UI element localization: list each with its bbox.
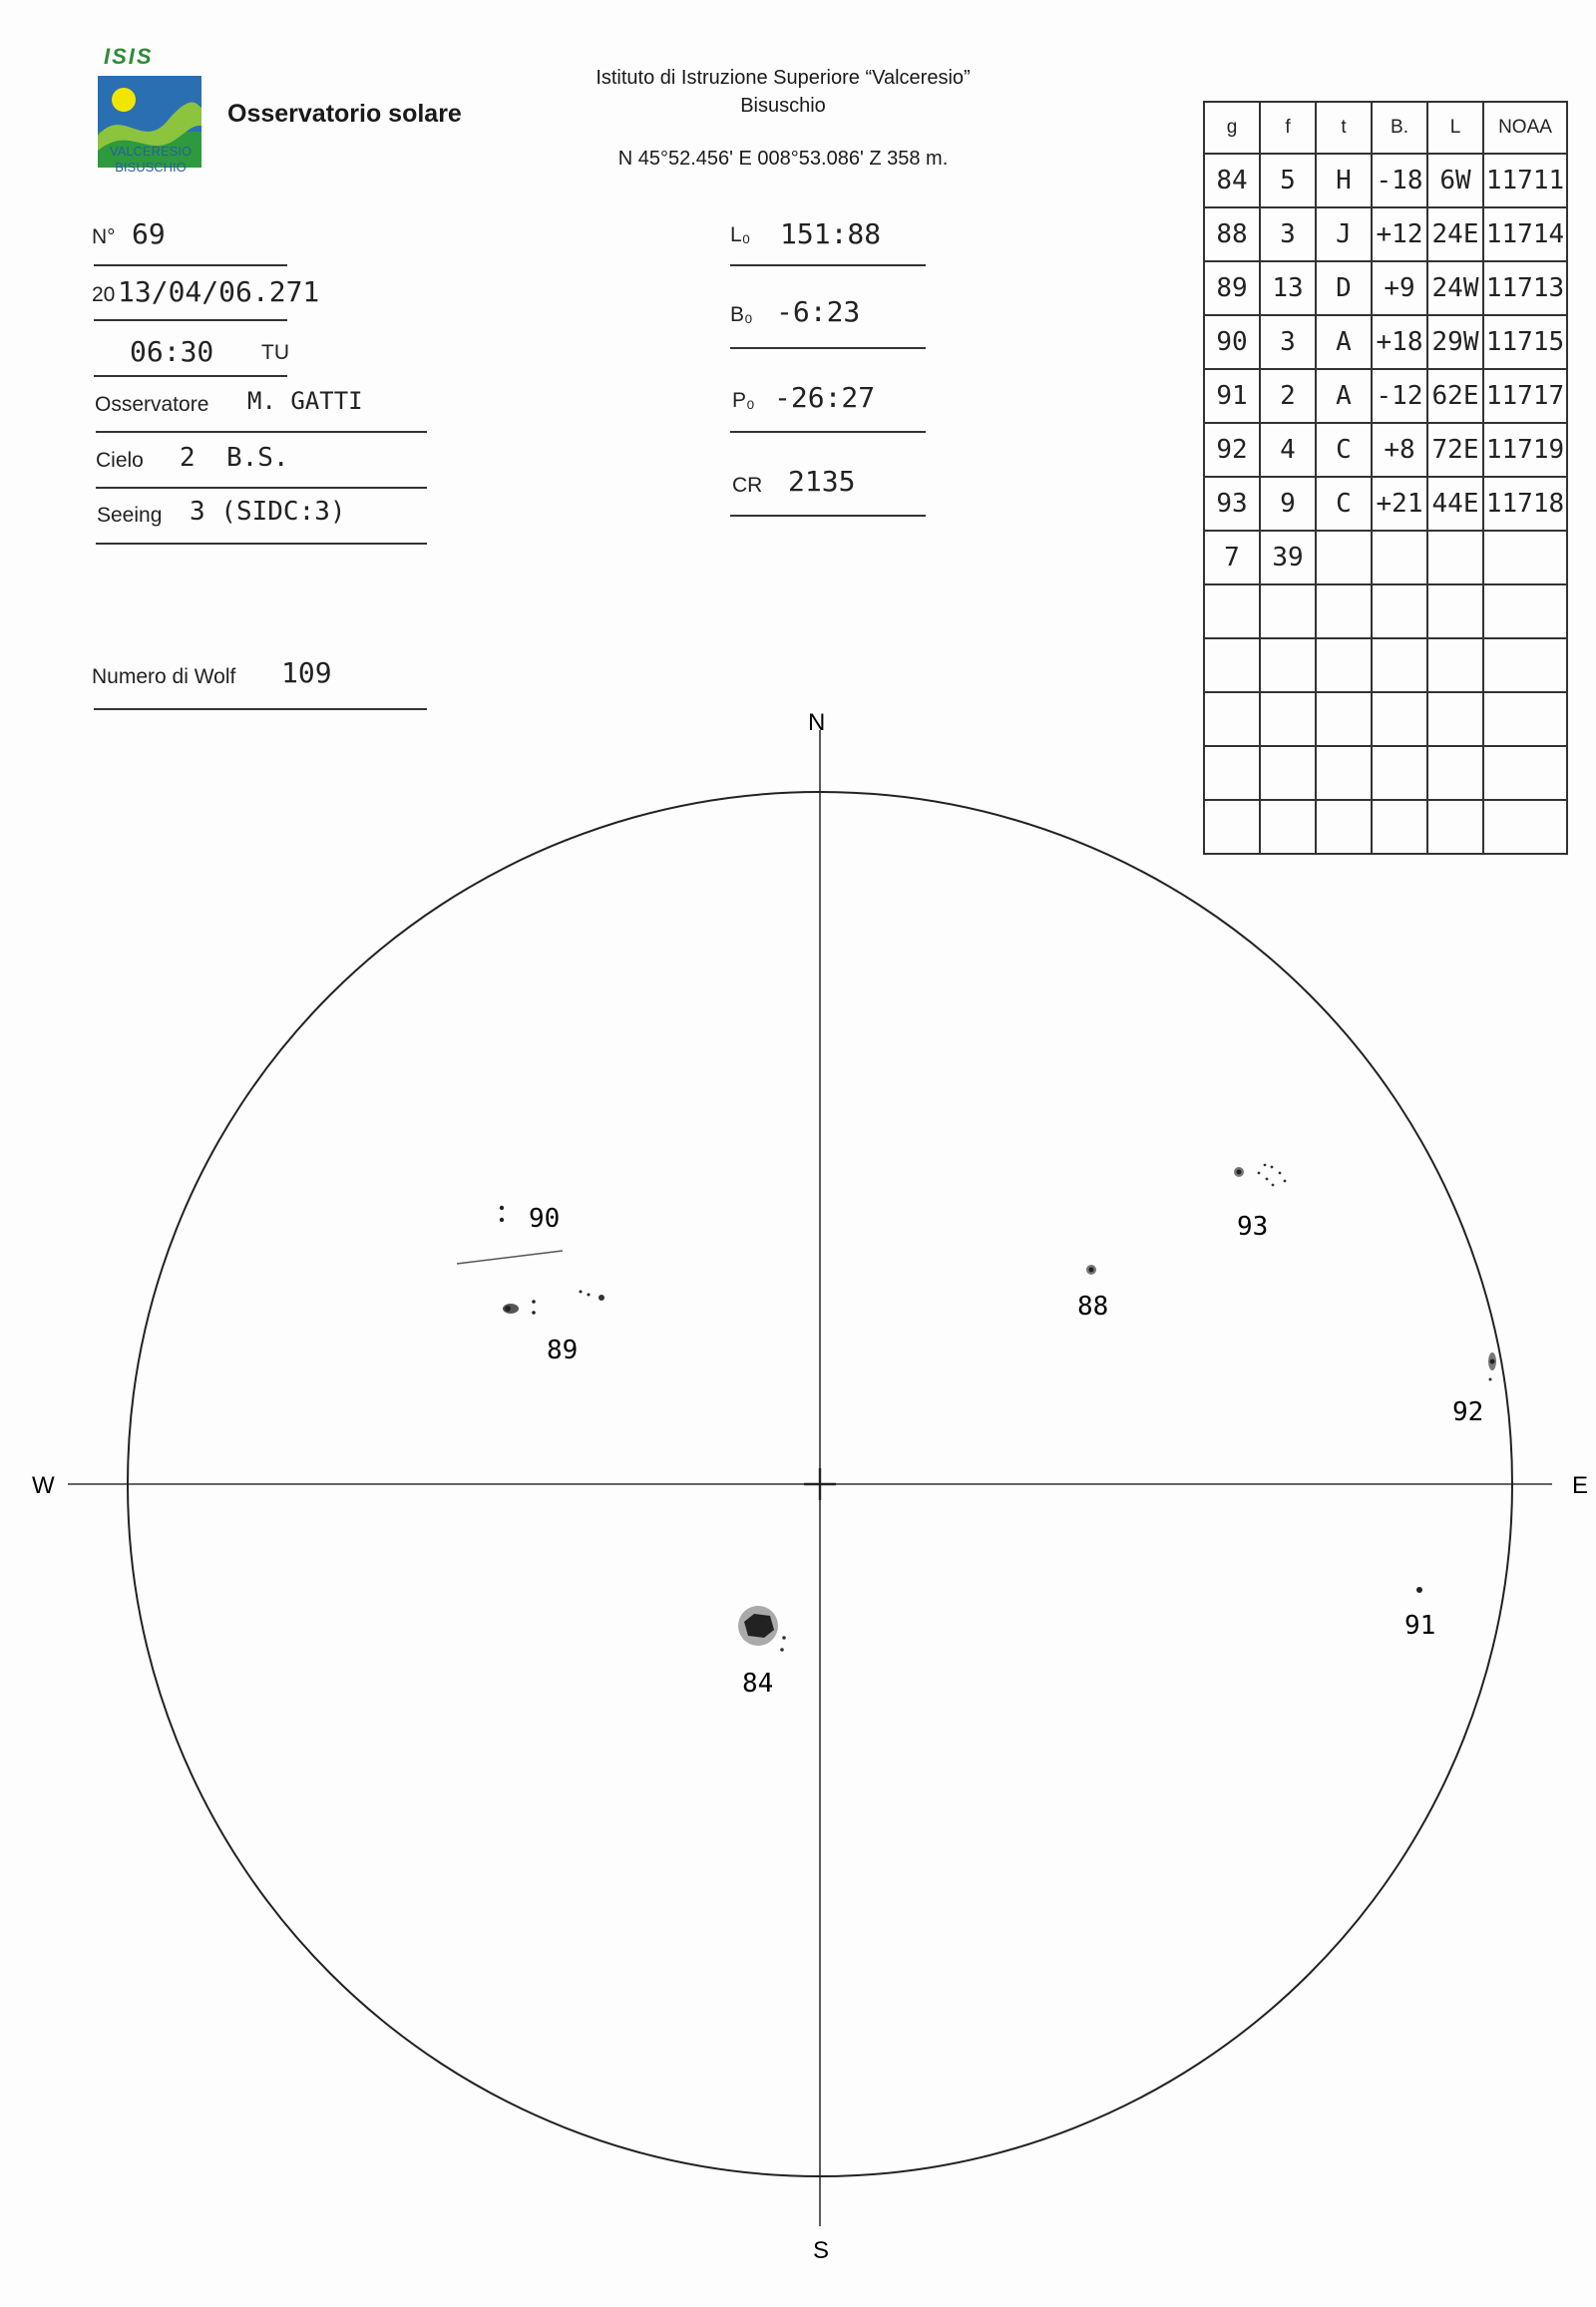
p0-label: P₀ (732, 389, 755, 412)
table-cell: 72E (1427, 423, 1483, 477)
logo-line-1: VALCERESIO (109, 144, 193, 159)
g84-spot (780, 1648, 784, 1652)
g93-spot (1266, 1178, 1269, 1181)
table-cell: A (1316, 369, 1372, 423)
table-cell: C (1316, 477, 1372, 531)
table-cell: +21 (1372, 477, 1427, 531)
table-cell: D (1316, 261, 1372, 315)
table-cell: 89 (1204, 261, 1260, 315)
table-cell: 24W (1427, 261, 1483, 315)
number-label: N° (92, 225, 116, 248)
south-label: S (813, 2237, 830, 2264)
table-cell: 11718 (1483, 477, 1567, 531)
time-unit: TU (261, 341, 289, 364)
header-f: f (1260, 102, 1316, 154)
table-cell: 90 (1204, 315, 1260, 369)
g84-spot (782, 1636, 786, 1640)
g93-spot (1237, 1170, 1242, 1175)
l0-label: L₀ (730, 223, 751, 246)
g93-spot (1279, 1172, 1282, 1175)
g90-separator-line (457, 1251, 563, 1264)
table-cell: +8 (1372, 423, 1427, 477)
east-label: E (1572, 1472, 1589, 1499)
g89-spot (532, 1311, 536, 1315)
g93-label: 93 (1237, 1212, 1269, 1242)
table-cell: 11711 (1483, 154, 1567, 207)
g90-spot (500, 1218, 504, 1222)
number-value: 69 (132, 217, 166, 250)
table-cell: 11715 (1483, 315, 1567, 369)
table-cell: 2 (1260, 369, 1316, 423)
logo-line-2: BISUSCHIO (115, 160, 187, 175)
table-cell: 5 (1260, 154, 1316, 207)
g92-spot (1490, 1359, 1495, 1364)
table-cell: H (1316, 154, 1372, 207)
table-cell: 11717 (1483, 369, 1567, 423)
table-cell: 3 (1260, 207, 1316, 261)
table-cell: 13 (1260, 261, 1316, 315)
sky-value: 2 B.S. (180, 443, 289, 473)
north-label: N (808, 709, 826, 736)
table-cell: A (1316, 315, 1372, 369)
table-cell: +18 (1372, 315, 1427, 369)
g90-label: 90 (529, 1204, 561, 1234)
table-cell: +12 (1372, 207, 1427, 261)
observer-value: M. GATTI (247, 387, 363, 415)
g92-spot (1489, 1378, 1492, 1381)
table-cell: -18 (1372, 154, 1427, 207)
table-cell: 11713 (1483, 261, 1567, 315)
g84-label: 84 (742, 1669, 774, 1699)
table-cell: 11714 (1483, 207, 1567, 261)
g89-spot (598, 1295, 604, 1301)
g93-spot (1264, 1164, 1267, 1167)
date-prefix: 20 (92, 283, 116, 306)
g90-spot (500, 1206, 504, 1210)
table-cell: 92 (1204, 423, 1260, 477)
table-cell: 29W (1427, 315, 1483, 369)
date-value: 13/04/06.271 (118, 275, 320, 308)
g92-label: 92 (1452, 1397, 1484, 1427)
table-cell: 9 (1260, 477, 1316, 531)
g88-spot (1089, 1268, 1094, 1273)
table-cell: 62E (1427, 369, 1483, 423)
time-value: 06:30 (130, 335, 214, 368)
b0-value: -6:23 (776, 295, 861, 328)
cr-label: CR (732, 474, 763, 497)
logo-text: ISIS (104, 44, 154, 69)
observer-label: Osservatore (95, 393, 209, 416)
table-cell: 84 (1204, 154, 1260, 207)
g89-spot (505, 1306, 511, 1312)
cr-value: 2135 (788, 465, 856, 498)
g93-spot (1258, 1172, 1261, 1175)
seeing-value: 3 (SIDC:3) (190, 497, 346, 527)
table-cell: 24E (1427, 207, 1483, 261)
table-cell: 39 (1260, 531, 1316, 584)
table-cell: 88 (1204, 207, 1260, 261)
g88-label: 88 (1077, 1292, 1109, 1322)
table-cell: C (1316, 423, 1372, 477)
header-l: L (1427, 102, 1483, 154)
table-cell: 7 (1204, 531, 1260, 584)
wolf-number-label: Numero di Wolf (92, 665, 236, 688)
table-cell: +9 (1372, 261, 1427, 315)
g93-spot (1284, 1180, 1287, 1183)
g89-label: 89 (547, 1336, 579, 1365)
west-label: W (32, 1472, 55, 1499)
observatory-title: Osservatorio solare (227, 100, 462, 128)
institute-line-2: Bisuschio (740, 95, 826, 117)
header-g: g (1204, 102, 1260, 154)
g93-spot (1271, 1166, 1274, 1169)
table-cell: -12 (1372, 369, 1427, 423)
g91-label: 91 (1404, 1611, 1436, 1641)
g89-spot (532, 1300, 536, 1304)
table-cell: 91 (1204, 369, 1260, 423)
table-cell: 6W (1427, 154, 1483, 207)
b0-label: B₀ (730, 303, 753, 326)
table-cell: 4 (1260, 423, 1316, 477)
header-b: B. (1372, 102, 1427, 154)
wolf-number-value: 109 (281, 656, 332, 689)
sky-label: Cielo (96, 449, 144, 472)
institute-line-1: Istituto di Istruzione Superiore “Valceresio” (596, 67, 971, 89)
p0-value: -26:27 (774, 381, 876, 414)
g89-spot (588, 1294, 591, 1297)
seeing-label: Seeing (97, 504, 163, 527)
table-cell: J (1316, 207, 1372, 261)
header-t: t (1316, 102, 1372, 154)
table-cell: 11719 (1483, 423, 1567, 477)
table-cell: 44E (1427, 477, 1483, 531)
g91-spot (1416, 1587, 1422, 1593)
g93-spot (1272, 1184, 1275, 1187)
table-cell: 93 (1204, 477, 1260, 531)
l0-value: 151:88 (780, 217, 882, 250)
g89-spot (580, 1291, 583, 1294)
header-noaa: NOAA (1483, 102, 1567, 154)
station-coordinates: N 45°52.456' E 008°53.086' Z 358 m. (617, 148, 949, 170)
table-cell: 3 (1260, 315, 1316, 369)
